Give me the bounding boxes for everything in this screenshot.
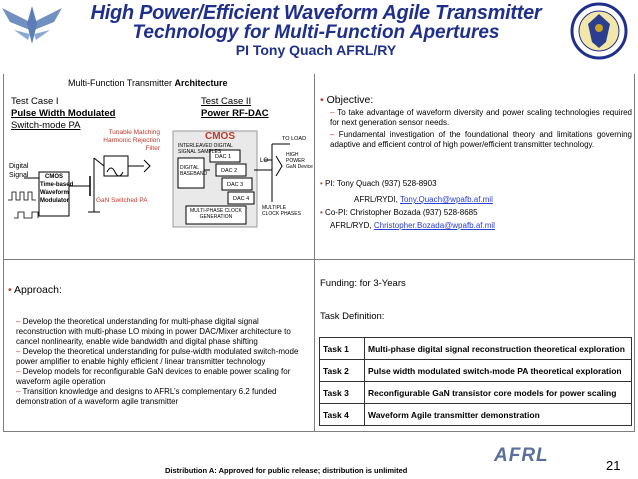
task-text: Multi-phase digital signal reconstruction theoretical exploration (365, 338, 632, 360)
pi-contact: • PI: Tony Quach (937) 528-8903 AFRL/RYDI, Tony.Quach@wpafb.af.mil (320, 179, 493, 204)
air-force-logo (0, 0, 64, 52)
test-case-2 (201, 96, 269, 120)
test-case-1-title: Pulse Width Modulated (11, 108, 116, 119)
copi-email-link[interactable]: Christopher.Bozada@wpafb.af.mil (373, 221, 495, 230)
filter-label: Tunable Matching Harmonic Rejection Filter (103, 129, 160, 152)
task-text: Reconfigurable GaN transistor core models for power scaling (365, 382, 632, 404)
objective-item-1: – To take advantage of waveform diversity and power scaling technologies required for next generation sensor needs. (330, 108, 633, 127)
test-case-1-subtitle: Switch-mode PA (11, 120, 81, 131)
pi-line1: PI: Tony Quach (937) 528-8903 (325, 179, 437, 188)
approach-item: – Develop models for reconfigurable GaN devices to enable power scaling for waveform agile operation (16, 367, 291, 386)
task-id: Task 4 (320, 404, 365, 426)
test-case-2-label: Test Case II (201, 96, 252, 107)
test-case-2-title: Power RF-DAC (201, 108, 269, 119)
architecture-heading: Multi-Function Transmitter Architecture (68, 78, 228, 88)
dac3-label: DAC 3 (227, 182, 244, 188)
baseband-label: DIGITAL BASEBAND (180, 165, 208, 177)
afrl-logo-text: AFRL (494, 445, 549, 466)
gan-pa-label: GaN Switched PA (96, 197, 148, 204)
task-table (319, 337, 632, 426)
task-id: Task 1 (320, 338, 365, 360)
task-definition-heading: Task Definition: (320, 311, 385, 322)
page-number: 21 (606, 458, 621, 473)
digital-signal-label: Digital Signal (9, 163, 29, 179)
pwm-pa-diagram (4, 128, 194, 228)
test-case-1 (11, 96, 115, 132)
distribution-statement: Distribution A: Approved for public release; distribution is unlimited (165, 466, 408, 475)
title-line2: Technology for Multi-Function Apertures (132, 22, 500, 43)
clock-phases-label: MULTIPLE CLOCK PHASES (262, 205, 301, 217)
pi-email-link[interactable]: Tony.Quach@wpafb.af.mil (399, 195, 493, 204)
dac2-label: DAC 2 (221, 168, 238, 174)
clock-label: MULTI-PHASE CLOCK GENERATION (190, 208, 242, 220)
test-case-1-label: Test Case I (11, 96, 59, 107)
funding-text: Funding: for 3-Years (320, 278, 406, 289)
dac4-label: DAC 4 (233, 196, 250, 202)
samples-label: INTERLEAVED DIGITAL SIGNAL SAMPLES (178, 143, 233, 155)
cmos-title: CMOS (205, 131, 235, 142)
objective-item-2: – Fundamental investigation of the foundational theory and limitations governing adaptive and efficient control of high power/efficient transmitter technology. (330, 130, 632, 149)
approach-item: – Develop the theoretical understanding for multi-phase digital signal reconstruction with multi-phase LO mixing in power DAC/Mixer architecture to cancel nonlinearity, enable wide bandwidth and digital phase shifting (16, 317, 291, 346)
approach-item: – Transition knowledge and designs to AFRL’s complementary 6.2 funded demonstration of a waveform agile transmitter (16, 387, 277, 406)
objective-heading: • Objective: (320, 94, 374, 106)
table-row (320, 382, 632, 404)
gan-device-label: HIGH POWER GaN Device (286, 152, 313, 170)
dac1-label: DAC 1 (215, 154, 232, 160)
to-load-label: TO LOAD (282, 136, 307, 142)
task-id: Task 3 (320, 382, 365, 404)
copi-line1: Co-PI: Christopher Bozada (937) 528-8685 (325, 208, 478, 217)
lo-label: LO (260, 158, 269, 164)
approach-item: – Develop the theoretical understanding for pulse-width modulated switch-mode power amplifier to enable highly efficient / linear transmitter technology (16, 347, 299, 366)
afrl-logo (494, 445, 549, 467)
cmos-modulator-label: CMOS Time-based Waveform Modulator (40, 174, 74, 204)
table-row (320, 360, 632, 382)
title-line1: High Power/Efficient Waveform Agile Transmitter (90, 2, 542, 24)
task-id: Task 2 (320, 360, 365, 382)
title-line3: PI Tony Quach AFRL/RY (235, 42, 397, 58)
table-row (320, 338, 632, 360)
task-text: Waveform Agile transmitter demonstration (365, 404, 632, 426)
table-row (320, 404, 632, 426)
copi-contact: • Co-PI: Christopher Bozada (937) 528-8685 AFRL/RYD, Christopher.Bozada@wpafb.af.mil (320, 208, 495, 230)
approach-list (16, 317, 308, 407)
approach-heading: • Approach: (8, 284, 62, 296)
afrl-seal (566, 2, 632, 60)
task-text: Pulse width modulated switch-mode PA theoretical exploration (365, 360, 632, 382)
